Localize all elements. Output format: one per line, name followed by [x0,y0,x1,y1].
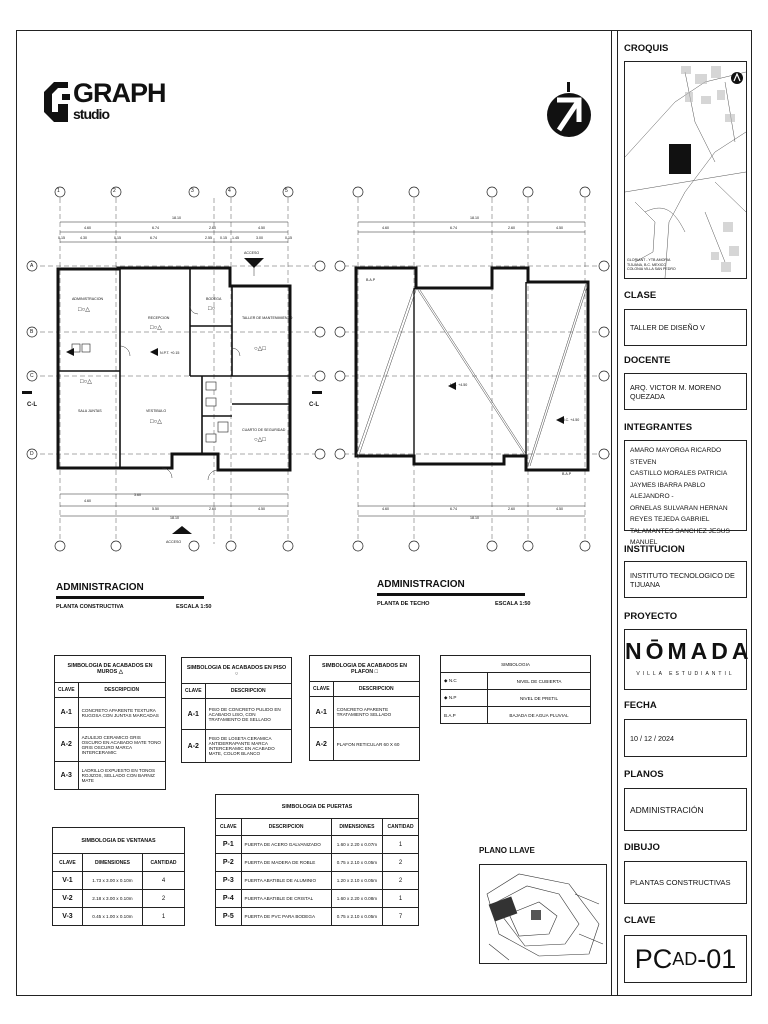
graph-studio-logo [40,78,166,133]
table-row: A-1 PISO DE CONCRETO PULIDO EN ACABADO LISO, CON TRATAMIENTO DE SELLADO [182,699,292,730]
dim-bottom: 2.60 [209,507,216,511]
access-label-bottom: ACCESO [166,540,182,544]
dim-sub: 2.55 [205,236,212,240]
level-label: N.P.T. +0.15 [160,351,180,355]
table-row: ◆ N.P NIVEL DE PRETIL [441,690,591,707]
roof-plan-drawing [330,176,615,556]
axis-label: 5 [285,188,288,194]
cut-label-left: C-L [27,402,37,408]
institucion-label: INSTITUCION [624,544,685,555]
dim-bottom: 5.50 [152,507,159,511]
member-name: CASTILLO MORALES PATRICIA [630,470,728,477]
table-title: SIMBOLOGIA [441,656,591,673]
plan-scale: ESCALA 1:50 [176,604,212,610]
roof-subtitle: PLANTA DE TECHO [377,601,430,607]
roof-dim: 4.50 [556,507,563,511]
axis-label: 3 [191,188,194,194]
table-row: V-3 0.45 x 1.00 x 0.10m 1 [53,908,185,926]
room-label: VESTIBULO [146,409,167,413]
room-label: BODEGA [206,297,222,301]
roof-level: N.C. +4.50 [450,383,468,387]
table-row: ◆ N.C NIVEL DE CUBIERTA [441,673,591,690]
table-row: B.A.P BAJADA DE AGUA PLUVIAL [441,707,591,724]
roof-dim: 2.60 [508,507,515,511]
table-row: P-4 PUERTA ABATIBLE DE CRISTAL 1.60 x 2.20 x 0.08m 1 [216,890,419,908]
axis-label: 1 [57,188,60,194]
cut-label-right: C-L [309,402,319,408]
table-row: A-1 CONCRETO APARENTE TEXTURA RUGOSA CON JUNTAS MARCADAS [55,698,166,728]
member-name: AMARO MAYORGA RICARDO STEVEN [630,447,722,466]
wall-finish-table [54,655,166,790]
axis-label: D [30,451,34,457]
roof-dim: 2.60 [508,226,515,230]
dim-sub: 6.74 [150,236,157,240]
dim-bottom: 3.60 [134,493,141,497]
floor-plan-drawing [22,176,332,556]
roof-title: ADMINISTRACION [377,579,465,590]
doors-table [215,794,419,926]
roof-level: N.C. +4.50 [562,418,580,422]
ceiling-finish-table [309,655,420,761]
table-header: CLAVE [55,683,79,698]
title-block-divider-inner [617,30,618,996]
institucion-value: INSTITUTO TECNOLOGICO DE TIJUANA [624,561,747,598]
planos-label: PLANOS [624,769,664,780]
table-header: DESCRIPCION [205,684,291,699]
proyecto-label: PROYECTO [624,611,678,622]
fecha-label: FECHA [624,700,657,711]
table-header: CLAVE [182,684,206,699]
integrantes-label: INTEGRANTES [624,422,693,433]
member-name: ORNELAS SULVARAN HERNAN [630,504,728,512]
table-title: SIMBOLOGIA DE ACABADOS EN PISO ○ [182,658,292,684]
docente-label: DOCENTE [624,355,671,366]
dim-total: 18.10 [172,216,181,220]
croquis-label: CROQUIS [624,43,669,54]
table-row: V-1 1.73 x 3.00 x 0.10m 4 [53,872,185,890]
finish-symbols: ○△□ [254,437,266,443]
key-plan-title: PLANO LLAVE [479,846,535,855]
dim-bottom: 4.50 [258,507,265,511]
docente-value: ARQ. VICTOR M. MORENO QUEZADA [624,373,747,410]
location-map [625,62,746,278]
table-header: CANTIDAD [142,854,184,872]
planos-value: ADMINISTRACIÓN [624,788,747,831]
dim-sub: 0.15 [220,236,227,240]
plan-title: ADMINISTRACION [56,582,144,593]
dim-sub: 3.00 [256,236,263,240]
member-name: TALAMANTES SANCHEZ JESUS MANUEL [630,527,730,546]
room-label: TALLER DE MANTENIMIENTO [242,316,293,320]
floor-finish-table [181,657,292,763]
symbology-table [440,655,591,724]
axis-label: B [30,329,34,335]
croquis-text: GLORIANT - YTB AMORIA TIJUANA, B.C. MEXICO COLONIA VILLA SAN PEDRO [627,258,676,272]
dim-top: 2.60 [209,226,216,230]
room-label: RECEPCION [148,316,170,320]
dim-bottom: 4.60 [84,499,91,503]
north-arrow-icon [545,82,593,162]
dim-sub: 0.15 [285,236,292,240]
clave-value: PC AD -01 [624,935,747,983]
logo-sub: studio [73,106,109,122]
table-header: CANTIDAD [383,819,419,836]
plan-title-bar [56,596,204,599]
member-name: REYES TEJEDA GABRIEL [630,516,710,523]
axis-label: 4 [228,188,231,194]
bap-label: B.A.P [366,278,376,282]
table-header: DESCRIPCION [241,819,331,836]
dim-top: 4.50 [258,226,265,230]
table-header: DESCRIPCION [333,682,419,697]
dim-sub: 0.15 [114,236,121,240]
table-header: DIMENSIONES [82,854,142,872]
finish-symbols: □○△ [78,307,90,313]
dim-top: 4.60 [84,226,91,230]
roof-dim: 4.50 [556,226,563,230]
table-row: V-2 2.18 x 3.00 x 0.10m 2 [53,890,185,908]
finish-symbols: □○△ [150,419,162,425]
roof-scale: ESCALA 1:50 [495,601,531,607]
dim-sub: 1.45 [232,236,239,240]
roof-dim: 6.74 [450,507,457,511]
roof-dim: 6.74 [450,226,457,230]
table-header: DIMENSIONES [331,819,382,836]
table-title: SIMBOLOGIA DE ACABADOS EN PLAFON □ [310,656,420,682]
table-header: CLAVE [216,819,242,836]
dibujo-value: PLANTAS CONSTRUCTIVAS [624,861,747,904]
finish-symbols: □○△ [80,379,92,385]
room-label: ADMINISTRACION [72,297,104,301]
axis-label: 2 [113,188,116,194]
project-name: NŌMADA [625,638,753,664]
room-label: SALA JUNTAS [78,409,102,413]
table-header: CLAVE [53,854,83,872]
dim-sub: 4.30 [80,236,87,240]
croquis-map [624,61,747,279]
clase-label: CLASE [624,290,657,301]
table-header: CLAVE [310,682,334,697]
axis-label: A [30,263,34,269]
table-row: A-2 PLAFON RETICULAR 60 X 60 [310,728,420,761]
roof-dim-total-bottom: 18.10 [470,516,479,520]
table-row: P-1 PUERTA DE ACERO GALVANIZADO 1.60 x 2.20 x 0.07m 1 [216,836,419,854]
plan-subtitle: PLANTA CONSTRUCTIVA [56,604,124,610]
roof-title-bar [377,593,525,596]
table-row: A-3 LADRILLO EXPUESTO EN TONOS ROJIZOS, SELLADO CON BARNIZ MATE [55,762,166,790]
proyecto-logo [624,629,753,690]
table-title: SIMBOLOGIA DE VENTANAS [53,828,185,854]
dibujo-label: DIBUJO [624,842,660,853]
table-row: A-1 CONCRETO APARENTE TRATAMIENTO SELLADO [310,697,420,728]
table-row: A-2 PISO DE LOSETA CERAMICA ANTIDERRAPANTE MARCA INTERCERAMIC EN ACABADO MATE, COLOR BLANCO [182,730,292,763]
project-subtitle: VILLA ESTUDIANTIL [636,671,735,677]
roof-dim: 4.60 [382,507,389,511]
key-plan-drawing [479,864,607,964]
clave-label: CLAVE [624,915,656,926]
room-label: CUARTO DE SEGURIDAD [242,428,286,432]
finish-symbols: ○△□ [254,346,266,352]
bap-label: B.A.P [562,472,572,476]
roof-dim: 4.60 [382,226,389,230]
integrantes-list [624,440,747,546]
windows-table [52,827,185,926]
dim-sub: 0.15 [58,236,65,240]
dim-top: 6.74 [152,226,159,230]
logo-word: GRAPH [73,78,166,108]
member-name: JAYMES IBARRA PABLO ALEJANDRO - [630,481,706,500]
finish-symbols: □○△ [150,325,162,331]
table-row: P-5 PUERTA DE PVC PARA BODEGA 0.75 x 2.10 x 0.05m 7 [216,908,419,926]
table-row: A-2 AZULEJO CERAMICO GRIS OSCURO EN ACABADO MATE TONO GRIS OSCURO MARCA INTERCERAMIC [55,728,166,762]
access-label: ACCESO [244,251,260,255]
roof-dim-total: 18.10 [470,216,479,220]
table-row: P-2 PUERTA DE MADERA DE ROBLE 0.75 x 2.10 x 0.05m 2 [216,854,419,872]
fecha-value: 10 / 12 / 2024 [624,719,747,757]
table-title: SIMBOLOGIA DE ACABADOS EN MUROS △ [55,656,166,683]
axis-label: C [30,373,34,379]
table-title: SIMBOLOGIA DE PUERTAS [216,795,419,819]
finish-symbols: □○ [208,306,216,312]
clase-value: TALLER DE DISEÑO V [624,309,747,346]
dim-total-bottom: 18.10 [170,516,179,520]
table-header: DESCRIPCION [78,683,165,698]
table-row: P-3 PUERTA ABATIBLE DE ALUMINIO 1.20 x 2.10 x 0.05m 2 [216,872,419,890]
